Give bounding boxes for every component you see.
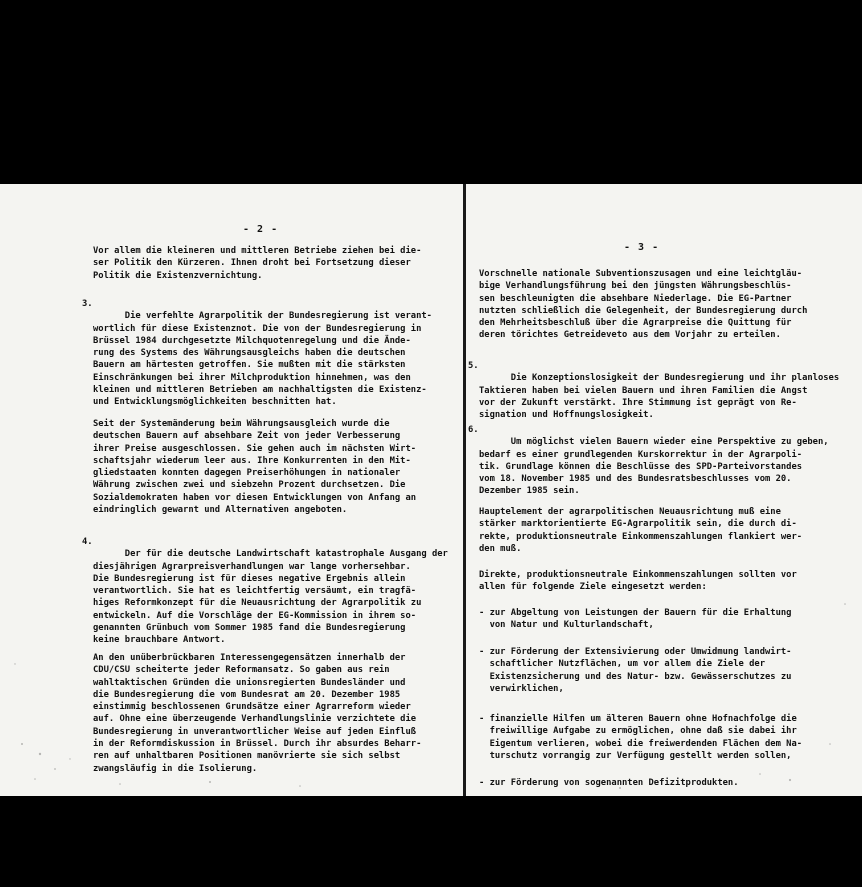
- paragraph-number: 3.: [82, 299, 93, 309]
- paragraph-text: Um möglichst vielen Bauern wieder eine Perspektive zu geben, bedarf es einer grundlegenden Kurskorrektur in der Agrarpoli- tik. Grundlage können die Beschlüsse des SPD-Parteivorstandes vom 18. November 1985 und des Bundesratsbeschlusses vom 20. Dezember 1985 sein.: [479, 437, 829, 497]
- paragraph: Vor allem die kleineren und mittleren Betriebe ziehen bei die- ser Politik den Kürzeren. Ihnen droht bei Fortsetzung dieser Politik die Existenzvernichtung.: [93, 246, 422, 281]
- page-number: - 3 -: [624, 242, 660, 253]
- paragraph-text: Die verfehlte Agrarpolitik der Bundesregierung ist verant- wortlich für diese Existenznot. Die von der Bundesregierung in Brüssel 1984 durchgesetzte Milchquotenregelung und die Ände- rung des Systems des Währungsausgleichs haben die deutschen Bauern am härtesten getroffen. Sie mußten mit die stärksten Einschränkungen bei ihrer Milchproduktion hinnehmen, was den kleinen und mittleren Betrieben am nachhaltigsten die Existenz- und Entwicklungsmöglichkeiten beschnitten hat.: [93, 311, 432, 408]
- paragraph-number: 4.: [82, 537, 93, 547]
- numbered-paragraph: [82, 298, 432, 421]
- numbered-paragraph: [468, 360, 840, 434]
- paragraph: Seit der Systemänderung beim Währungsausgleich wurde die deutschen Bauern auf absehbare Zeit von jeder Verbesserung ihrer Preise ausgeschlossen. Sie gehen auch im nächsten Wirt- schaftsjahr wiederum leer aus. Ihre Konkurrenten in den Mit- gliedstaaten konnten dagegen Preiserhöhungen in nationaler Währung zwischen zwei und siebzehn Prozent durchsetzen. Die Sozialdemokraten haben vor diesen Entwicklungen von Anfang an eindringlich gewarnt und Alternativen angeboten.: [93, 419, 417, 516]
- paragraph: Hauptelement der agrarpolitischen Neuausrichtung muß eine stärker marktorientierte EG-Agrarpolitik sein, die durch di- rekte, produktionsneutrale Einkommenszahlungen flankiert wer- den muß.: [479, 507, 803, 554]
- paragraph-number: 5.: [468, 361, 479, 371]
- bullet-item: - zur Förderung der Extensivierung oder Umwidmung landwirt- schaftlicher Nutzflächen, um vor allem die Ziele der Existenzsicherung und des Natur- bzw. Gewässerschutzes zu verwirklichen,: [479, 647, 792, 694]
- paragraph: Direkte, produktionsneutrale Einkommenszahlungen sollten vor allen für folgende Ziele eingesetzt werden:: [479, 570, 797, 593]
- paragraph: An den unüberbrückbaren Interessengegensätzen innerhalb der CDU/CSU scheiterte jeder Reformansatz. So gaben aus rein wahltaktischen Gründen die unionsregierten Bundesländer und die Bundesregierung die vom Bundesrat am 20. Dezember 1985 einstimmig beschlossenen Grundsätze einer Agrarreform wieder auf. Ohne eine überzeugende Verhandlungslinie verzichtete die Bundesregierung in unverantwortlicher Weise auf jeden Einfluß in der Reformdiskussion in Brüssel. Durch ihr absurdes Beharr- ren auf unhaltbaren Positionen manövrierte sie sich selbst zwangsläufig in die Isolierung.: [93, 653, 422, 774]
- page-number: - 2 -: [243, 224, 279, 235]
- paragraph-text: Der für die deutsche Landwirtschaft katastrophale Ausgang der diesjährigen Agrarpreisverhandlungen war lange vorhersehbar. Die Bundesregierung ist für dieses negative Ergebnis allein verantwortlich. Sie hat es leichtfertig versäumt, ein tragfä- higes Reformkonzept für die Neuausrichtung der Agrarpolitik zu entwickeln. Auf die Vorschläge der EG-Kommission in ihrem so- genannten Grünbuch vom Sommer 1985 fand die Bundesregierung keine brauchbare Antwort.: [93, 549, 448, 646]
- numbered-paragraph: [468, 424, 829, 510]
- page-fold-divider: [463, 184, 466, 796]
- bullet-item: - zur Abgeltung von Leistungen der Bauern für die Erhaltung von Natur und Kulturlandschaft,: [479, 608, 792, 631]
- numbered-paragraph: [82, 536, 448, 659]
- paragraph-text: Die Konzeptionslosigkeit der Bundesregierung und ihr planloses Taktieren haben bei vielen Bauern und ihren Familien die Angst vor der Zukunft verstärkt. Ihre Stimmung ist geprägt von Re- signation und Hoffnungslosigkeit.: [479, 373, 840, 421]
- paragraph-number: 6.: [468, 425, 479, 435]
- document-sheet: [0, 184, 862, 796]
- bullet-item: - zur Förderung von sogenannten Defizitprodukten.: [479, 778, 739, 788]
- paragraph: Vorschnelle nationale Subventionszusagen und eine leichtgläu- bige Verhandlungsführung bei den jüngsten Währungsbeschlüs- sen beschleunigten die absehbare Niederlage. Die EG-Partner nutzten schließlich die Gelegenheit, der Bundesregierung durch den Mehrheitsbeschluß über die Agrarpreise die Quittung für deren törichtes Getreideveto aus dem Vorjahr zu erteilen.: [479, 269, 808, 341]
- bullet-item: - finanzielle Hilfen um älteren Bauern ohne Hofnachfolge die freiwillige Aufgabe zu ermöglichen, ohne daß sie dabei ihr Eigentum verlieren, wobei die freiwerdenden Flächen dem Na- turschutz vorrangig zur Verfügung gestellt werden sollen,: [479, 714, 803, 761]
